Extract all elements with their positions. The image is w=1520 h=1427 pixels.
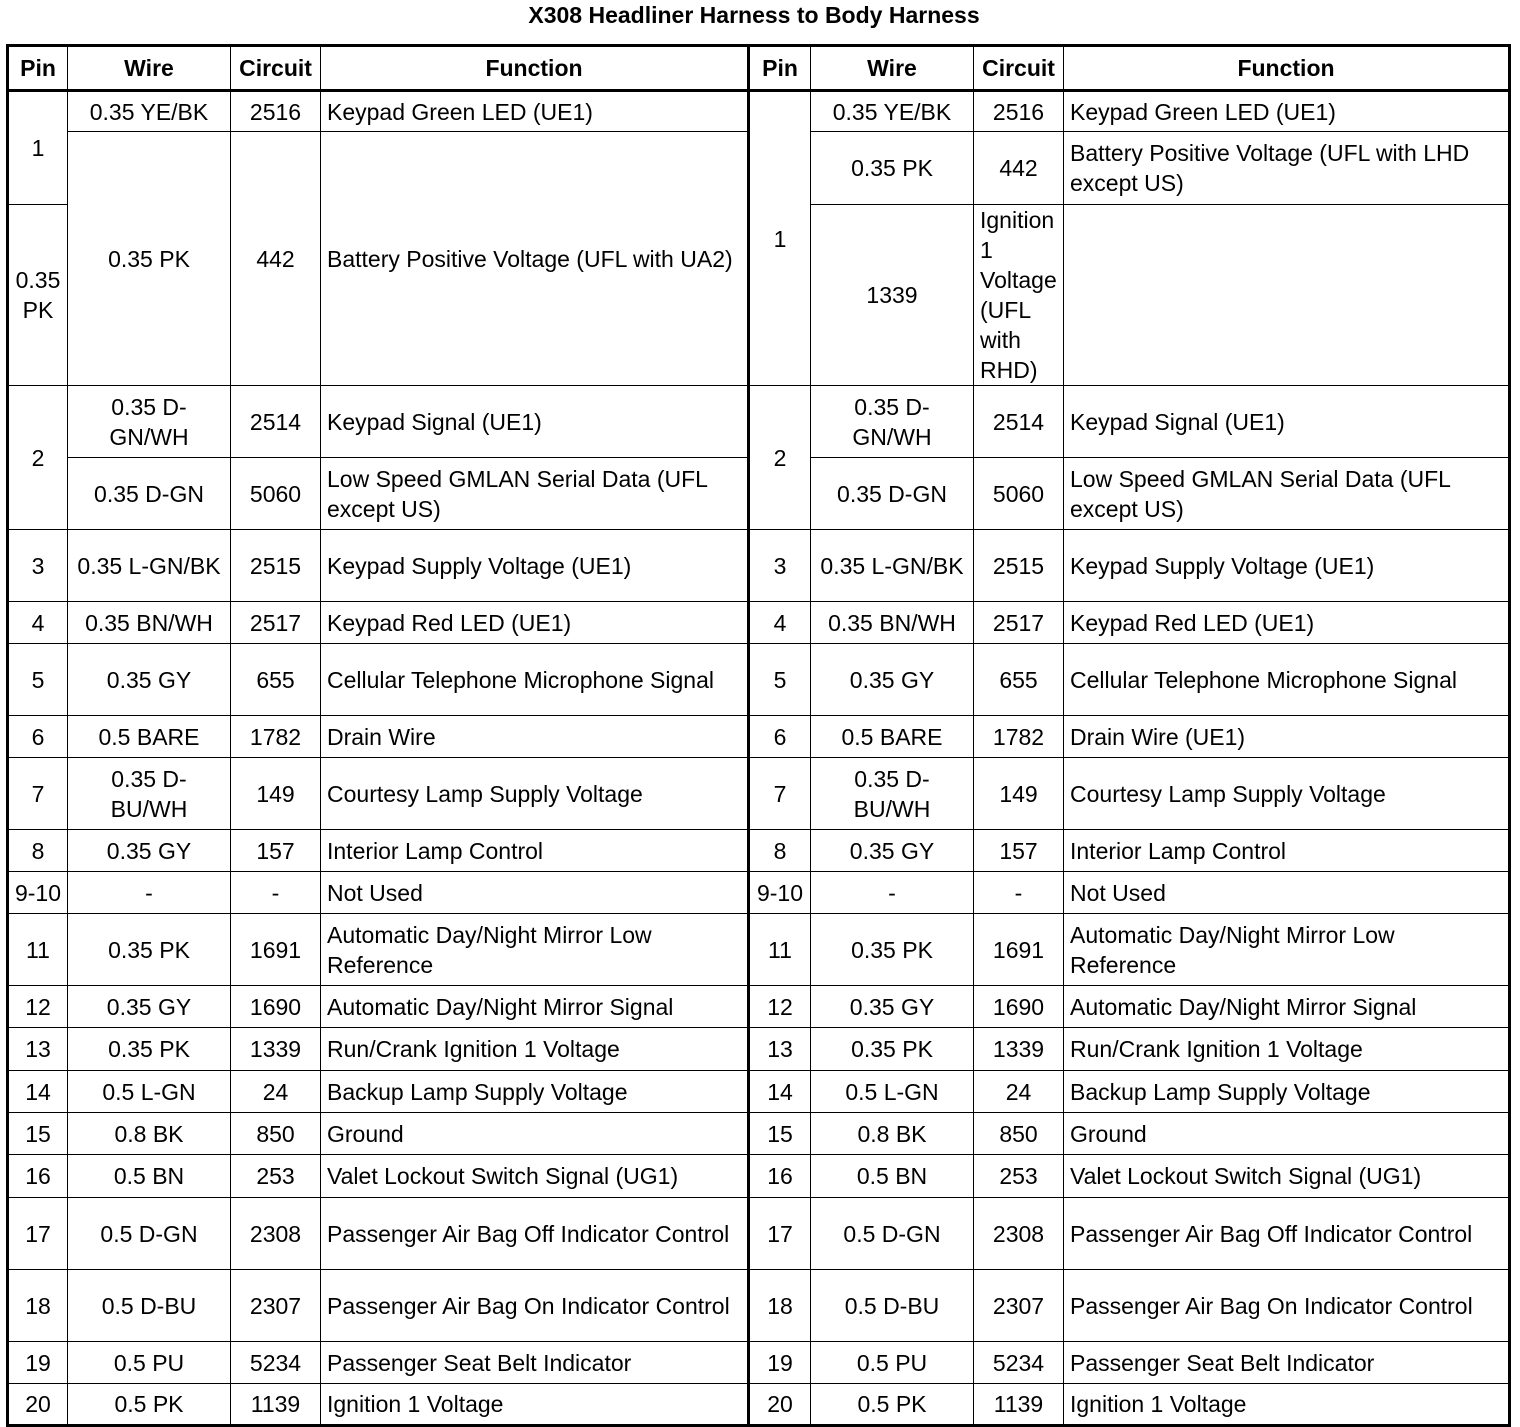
pin-cell-right: 9-10: [749, 872, 811, 914]
function-cell: Keypad Green LED (UE1): [321, 91, 749, 132]
function-cell: Battery Positive Voltage (UFL with UA2): [321, 132, 749, 386]
pin-cell-right: 13: [749, 1028, 811, 1071]
pin-cell: 5: [8, 644, 68, 716]
function-cell-right: Automatic Day/Night Mirror Low Reference: [1064, 914, 1510, 986]
table-row: [8, 758, 1510, 830]
function-cell: Automatic Day/Night Mirror Low Reference: [321, 914, 749, 986]
wire-cell: 0.5 D-GN: [68, 1198, 231, 1270]
page-title: X308 Headliner Harness to Body Harness: [528, 2, 980, 28]
function-cell: Courtesy Lamp Supply Voltage: [321, 758, 749, 830]
pin-cell-right: 12: [749, 986, 811, 1028]
circuit-cell-right: 655: [974, 644, 1064, 716]
circuit-cell-right: 2517: [974, 602, 1064, 644]
table-row: [8, 386, 1510, 458]
pin-cell-right: 3: [749, 530, 811, 602]
wire-cell-right: 0.35 BN/WH: [811, 602, 974, 644]
pin-cell: 9-10: [8, 872, 68, 914]
wire-cell: 0.5 L-GN: [68, 1071, 231, 1113]
circuit-cell-right: 1139: [974, 1384, 1064, 1426]
pin-cell: 19: [8, 1342, 68, 1384]
pin-cell: 13: [8, 1028, 68, 1071]
wire-cell: 0.35 D-BU/WH: [68, 758, 231, 830]
function-cell: Automatic Day/Night Mirror Signal: [321, 986, 749, 1028]
function-cell: Passenger Air Bag On Indicator Control: [321, 1270, 749, 1342]
header-pin: Pin: [8, 46, 68, 91]
wire-cell-right: 0.5 D-BU: [811, 1270, 974, 1342]
circuit-cell-right: 850: [974, 1113, 1064, 1155]
function-cell: Ignition 1 Voltage: [321, 1384, 749, 1426]
function-cell-right: Not Used: [1064, 872, 1510, 914]
function-cell-right: Ignition 1 Voltage (UFL with RHD): [974, 205, 1064, 386]
circuit-cell-right: -: [974, 872, 1064, 914]
pin-cell: 15: [8, 1113, 68, 1155]
circuit-cell: 442: [231, 132, 321, 386]
circuit-cell-right: 24: [974, 1071, 1064, 1113]
table-row: [8, 1270, 1510, 1342]
table-row: [8, 986, 1510, 1028]
pin-cell-right: 6: [749, 716, 811, 758]
pin-cell: 18: [8, 1270, 68, 1342]
wire-cell: 0.5 D-BU: [68, 1270, 231, 1342]
function-cell-right: Interior Lamp Control: [1064, 830, 1510, 872]
table-row: [8, 1113, 1510, 1155]
wire-cell-right: 0.8 BK: [811, 1113, 974, 1155]
wire-cell: 0.5 BARE: [68, 716, 231, 758]
wire-cell-right: 0.35 GY: [811, 986, 974, 1028]
circuit-cell: 1782: [231, 716, 321, 758]
circuit-cell: -: [231, 872, 321, 914]
function-cell-right: Passenger Air Bag On Indicator Control: [1064, 1270, 1510, 1342]
wire-cell-right: 0.35 GY: [811, 644, 974, 716]
circuit-cell: 5234: [231, 1342, 321, 1384]
pin-cell-right: 7: [749, 758, 811, 830]
wire-cell-right: 0.35 YE/BK: [811, 91, 974, 132]
pin-cell: 7: [8, 758, 68, 830]
circuit-cell-right: 2308: [974, 1198, 1064, 1270]
circuit-cell: 1690: [231, 986, 321, 1028]
circuit-cell-right: 1691: [974, 914, 1064, 986]
function-cell: Keypad Red LED (UE1): [321, 602, 749, 644]
wire-cell-right: 0.5 PU: [811, 1342, 974, 1384]
function-cell-right: Passenger Seat Belt Indicator: [1064, 1342, 1510, 1384]
circuit-cell-right: 149: [974, 758, 1064, 830]
wire-cell: 0.35 PK: [68, 914, 231, 986]
wire-cell-right: 0.5 BN: [811, 1155, 974, 1198]
pin-cell-right: 17: [749, 1198, 811, 1270]
wire-cell-right: 0.35 PK: [811, 914, 974, 986]
table-row: [8, 1155, 1510, 1198]
table-row: [8, 644, 1510, 716]
table-row: [8, 1342, 1510, 1384]
pin-cell: 14: [8, 1071, 68, 1113]
pin-cell-right: 11: [749, 914, 811, 986]
function-cell-right: Low Speed GMLAN Serial Data (UFL except US): [1064, 458, 1510, 530]
wire-cell-right: 0.35 L-GN/BK: [811, 530, 974, 602]
function-cell-right: Ignition 1 Voltage: [1064, 1384, 1510, 1426]
header-circuit: Circuit: [231, 46, 321, 91]
circuit-cell-right: 157: [974, 830, 1064, 872]
function-cell: Keypad Signal (UE1): [321, 386, 749, 458]
circuit-cell-right: 5234: [974, 1342, 1064, 1384]
circuit-cell-right: 2307: [974, 1270, 1064, 1342]
pin-cell: 11: [8, 914, 68, 986]
function-cell: Low Speed GMLAN Serial Data (UFL except US): [321, 458, 749, 530]
circuit-cell-right: 442: [974, 132, 1064, 205]
circuit-cell: 2307: [231, 1270, 321, 1342]
wire-cell: 0.8 BK: [68, 1113, 231, 1155]
pin-cell: 2: [8, 386, 68, 530]
function-cell-right: Passenger Air Bag Off Indicator Control: [1064, 1198, 1510, 1270]
pin-cell-right: 20: [749, 1384, 811, 1426]
circuit-cell: 1139: [231, 1384, 321, 1426]
pin-cell-right: 5: [749, 644, 811, 716]
function-cell-right: Keypad Red LED (UE1): [1064, 602, 1510, 644]
function-cell: Valet Lockout Switch Signal (UG1): [321, 1155, 749, 1198]
pin-cell-right: 18: [749, 1270, 811, 1342]
pin-cell-right: 2: [749, 386, 811, 530]
pin-cell-right: 19: [749, 1342, 811, 1384]
table-row: [8, 872, 1510, 914]
circuit-cell: 149: [231, 758, 321, 830]
function-cell-right: Valet Lockout Switch Signal (UG1): [1064, 1155, 1510, 1198]
function-cell-right: Keypad Signal (UE1): [1064, 386, 1510, 458]
wire-cell-right: 0.5 BARE: [811, 716, 974, 758]
table-row: [8, 530, 1510, 602]
pin-cell-right: 14: [749, 1071, 811, 1113]
wire-cell-right: 0.5 L-GN: [811, 1071, 974, 1113]
wire-cell-right: 0.35 D-BU/WH: [811, 758, 974, 830]
circuit-cell-right: 2515: [974, 530, 1064, 602]
function-cell: Passenger Air Bag Off Indicator Control: [321, 1198, 749, 1270]
header-wire: Wire: [68, 46, 231, 91]
pin-cell-right: 16: [749, 1155, 811, 1198]
circuit-cell: 5060: [231, 458, 321, 530]
circuit-cell: 2516: [231, 91, 321, 132]
circuit-cell: 2515: [231, 530, 321, 602]
function-cell: Ground: [321, 1113, 749, 1155]
wire-cell-right: 0.5 PK: [811, 1384, 974, 1426]
header-function: Function: [321, 46, 749, 91]
wire-cell: 0.35 YE/BK: [68, 91, 231, 132]
wire-cell: 0.35 BN/WH: [68, 602, 231, 644]
pin-cell: 1: [8, 91, 68, 205]
table-row: [8, 830, 1510, 872]
table-row: [8, 1384, 1510, 1426]
function-cell: Passenger Seat Belt Indicator: [321, 1342, 749, 1384]
circuit-cell: 2517: [231, 602, 321, 644]
function-cell-right: Keypad Green LED (UE1): [1064, 91, 1510, 132]
pin-cell: 16: [8, 1155, 68, 1198]
pin-cell: 20: [8, 1384, 68, 1426]
wire-cell: 0.5 PU: [68, 1342, 231, 1384]
header-pin-right: Pin: [749, 46, 811, 91]
function-cell-right: Keypad Supply Voltage (UE1): [1064, 530, 1510, 602]
wire-cell-right: 0.35 GY: [811, 830, 974, 872]
wire-cell-right: 0.35 PK: [811, 1028, 974, 1071]
table-row: [8, 602, 1510, 644]
pin-cell: 4: [8, 602, 68, 644]
wire-cell: 0.35 PK: [68, 1028, 231, 1071]
circuit-cell: 1339: [231, 1028, 321, 1071]
circuit-cell-right: 2516: [974, 91, 1064, 132]
function-cell: Cellular Telephone Microphone Signal: [321, 644, 749, 716]
function-cell-right: Battery Positive Voltage (UFL with LHD except US): [1064, 132, 1510, 205]
pin-cell: 12: [8, 986, 68, 1028]
function-cell: Run/Crank Ignition 1 Voltage: [321, 1028, 749, 1071]
function-cell: Drain Wire: [321, 716, 749, 758]
wire-cell: 0.5 BN: [68, 1155, 231, 1198]
circuit-cell: 253: [231, 1155, 321, 1198]
wire-cell: 0.35 GY: [68, 830, 231, 872]
pin-cell-right: 8: [749, 830, 811, 872]
wire-cell-right: 0.35 D-GN: [811, 458, 974, 530]
wire-cell-right: 0.5 D-GN: [811, 1198, 974, 1270]
wire-cell-right: 0.35 D-GN/WH: [811, 386, 974, 458]
header-circuit-right: Circuit: [974, 46, 1064, 91]
circuit-cell-right: 1690: [974, 986, 1064, 1028]
wire-cell: 0.35 GY: [68, 644, 231, 716]
header-function-right: Function: [1064, 46, 1510, 91]
circuit-cell-right: 1339: [811, 205, 974, 386]
circuit-cell: 1691: [231, 914, 321, 986]
wire-cell-right: 0.35 PK: [811, 132, 974, 205]
pin-cell-right: 15: [749, 1113, 811, 1155]
function-cell: Keypad Supply Voltage (UE1): [321, 530, 749, 602]
circuit-cell-right: 5060: [974, 458, 1064, 530]
table-row: [8, 1198, 1510, 1270]
function-cell-right: Backup Lamp Supply Voltage: [1064, 1071, 1510, 1113]
function-cell-right: Drain Wire (UE1): [1064, 716, 1510, 758]
function-cell-right: Ground: [1064, 1113, 1510, 1155]
circuit-cell: 850: [231, 1113, 321, 1155]
table-row: [8, 1028, 1510, 1071]
table-row: [8, 1071, 1510, 1113]
pin-cell-right: 1: [749, 91, 811, 386]
circuit-cell: 655: [231, 644, 321, 716]
circuit-cell: 24: [231, 1071, 321, 1113]
wire-cell: 0.35 D-GN: [68, 458, 231, 530]
wire-cell: -: [68, 872, 231, 914]
circuit-cell-right: 1339: [974, 1028, 1064, 1071]
header-wire-right: Wire: [811, 46, 974, 91]
wire-cell: 0.35 D-GN/WH: [68, 386, 231, 458]
wire-cell-right: 0.35 PK: [8, 205, 68, 386]
function-cell-right: Run/Crank Ignition 1 Voltage: [1064, 1028, 1510, 1071]
pin-cell: 3: [8, 530, 68, 602]
table-row: [8, 914, 1510, 986]
circuit-cell: 2514: [231, 386, 321, 458]
pin-cell: 8: [8, 830, 68, 872]
wire-cell: 0.35 L-GN/BK: [68, 530, 231, 602]
function-cell: Interior Lamp Control: [321, 830, 749, 872]
pin-cell: 17: [8, 1198, 68, 1270]
circuit-cell-right: 2514: [974, 386, 1064, 458]
pin-cell: 6: [8, 716, 68, 758]
pin-cell-right: 4: [749, 602, 811, 644]
circuit-cell: 2308: [231, 1198, 321, 1270]
header-row: [8, 46, 1510, 91]
function-cell: Not Used: [321, 872, 749, 914]
function-cell: Backup Lamp Supply Voltage: [321, 1071, 749, 1113]
table-row: [8, 716, 1510, 758]
wire-cell: 0.5 PK: [68, 1384, 231, 1426]
function-cell-right: Automatic Day/Night Mirror Signal: [1064, 986, 1510, 1028]
table-row: [8, 91, 1510, 132]
circuit-cell-right: 1782: [974, 716, 1064, 758]
wire-cell-right: -: [811, 872, 974, 914]
function-cell-right: Cellular Telephone Microphone Signal: [1064, 644, 1510, 716]
circuit-cell-right: 253: [974, 1155, 1064, 1198]
connector-table: [6, 44, 1511, 1427]
function-cell-right: Courtesy Lamp Supply Voltage: [1064, 758, 1510, 830]
wire-cell: 0.35 GY: [68, 986, 231, 1028]
circuit-cell: 157: [231, 830, 321, 872]
wire-cell: 0.35 PK: [68, 132, 231, 386]
